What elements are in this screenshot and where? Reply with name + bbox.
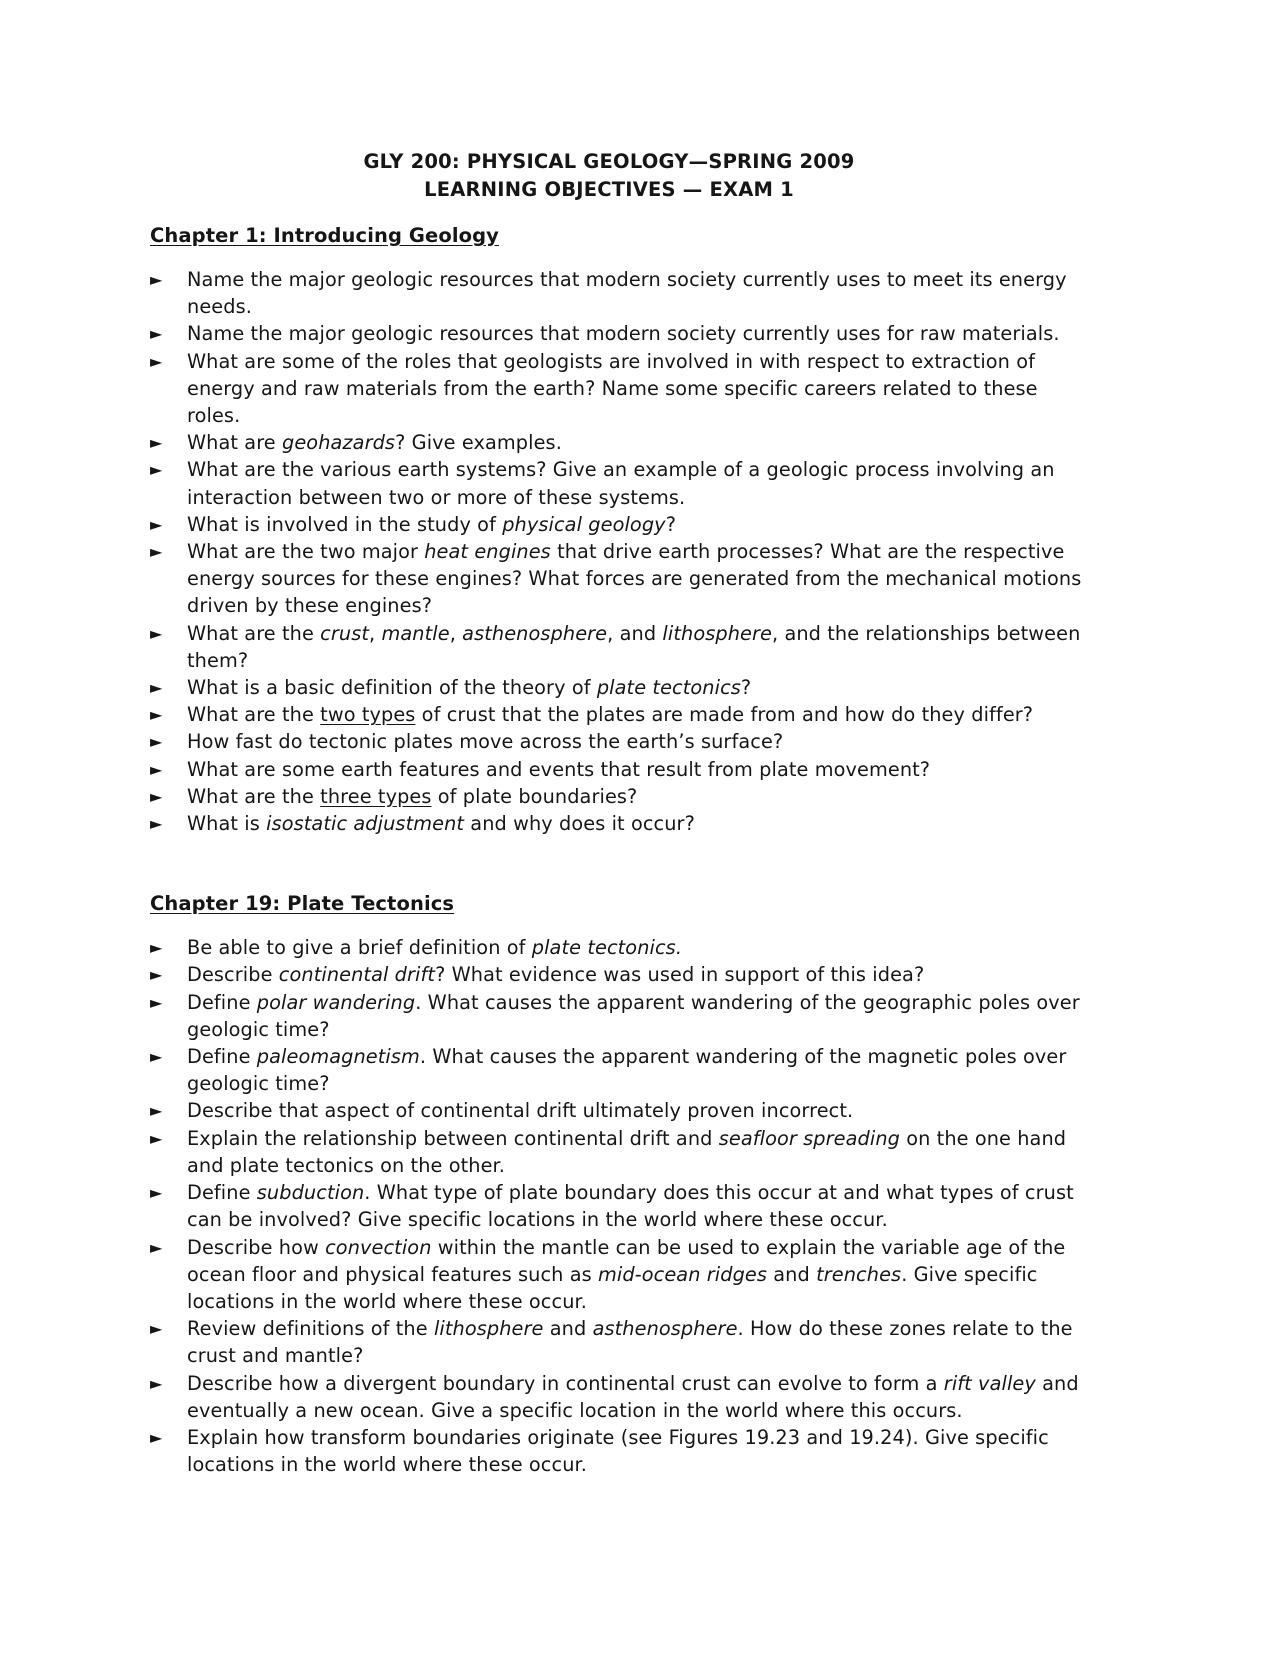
triangle-bullet-icon: ► xyxy=(150,759,163,779)
title-line-1: GLY 200: PHYSICAL GEOLOGY—SPRING 2009 xyxy=(363,150,855,173)
triangle-bullet-icon: ► xyxy=(150,1128,163,1148)
triangle-bullet-icon: ► xyxy=(150,514,163,534)
term-emphasis: heat engines xyxy=(424,540,551,564)
triangle-bullet-icon: ► xyxy=(150,351,163,371)
list-item: ► Name the major geologic resources that modern society currently uses for raw materials. xyxy=(150,320,1090,347)
list-item: ► What are some of the roles that geologists are involved in with respect to extraction of energy and raw materials from the earth? Name some specific careers related to these roles. xyxy=(150,349,1038,428)
triangle-bullet-icon: ► xyxy=(150,1101,163,1121)
triangle-bullet-icon: ► xyxy=(150,732,163,752)
chapter-1-objectives-list xyxy=(150,266,1090,837)
triangle-bullet-icon: ► xyxy=(150,1237,163,1257)
list-item: ► Describe that aspect of continental drift ultimately proven incorrect. xyxy=(150,1097,1090,1124)
list-item: ► Review definitions of the lithosphere and asthenosphere. How do these zones relate to the crust and mantle? xyxy=(150,1317,1073,1368)
list-item: ► Describe how a divergent boundary in continental crust can evolve to form a rift valley and eventually a new ocean. Give a specific location in the world where this occurs. xyxy=(150,1371,1079,1422)
term-emphasis: subduction xyxy=(256,1181,365,1205)
term-emphasis: polar wandering xyxy=(256,990,416,1014)
list-item: ► Describe how convection within the mantle can be used to explain the variable age of the ocean floor and physical features such as mid-ocean ridges and trenches. Give specific locations in the world where these occur. xyxy=(150,1235,1066,1313)
list-item: ► What are the three types of plate boundaries? xyxy=(150,783,1090,810)
term-emphasis: lithosphere xyxy=(433,1317,544,1341)
term-emphasis: geohazards xyxy=(282,431,396,455)
list-item: ► Be able to give a brief definition of plate tectonics. xyxy=(150,934,1090,961)
term-emphasis: mantle xyxy=(381,621,450,645)
triangle-bullet-icon: ► xyxy=(150,938,163,958)
triangle-bullet-icon: ► xyxy=(150,786,163,806)
chapter-1-heading: Chapter 1: Introducing Geology xyxy=(150,224,499,247)
list-item: ► Explain the relationship between continental drift and seafloor spreading on the one hand and plate tectonics on the other. xyxy=(150,1126,1067,1177)
triangle-bullet-icon: ► xyxy=(150,992,163,1012)
triangle-bullet-icon: ► xyxy=(150,678,163,698)
document-title xyxy=(150,148,1090,204)
term-emphasis: lithosphere xyxy=(662,621,772,645)
list-item: ► What are geohazards? Give examples. xyxy=(150,429,1090,456)
term-underline: two types xyxy=(320,703,416,727)
triangle-bullet-icon: ► xyxy=(150,270,163,289)
chapter-19-heading: Chapter 19: Plate Tectonics xyxy=(150,892,455,916)
list-item: ► Define paleomagnetism. What causes the apparent wandering of the magnetic poles over geologic time? xyxy=(150,1045,1067,1096)
triangle-bullet-icon: ► xyxy=(150,433,163,453)
triangle-bullet-icon: ► xyxy=(150,1319,163,1339)
list-item: ► Describe continental drift? What evidence was used in support of this idea? xyxy=(150,961,1090,988)
triangle-bullet-icon: ► xyxy=(150,324,163,344)
list-item: ► What is isostatic adjustment and why does it occur? xyxy=(150,810,1090,837)
chapter-19-objectives-list xyxy=(150,934,1090,1478)
term-emphasis: asthenosphere xyxy=(462,621,608,645)
list-item: ► What are the two major heat engines that drive earth processes? What are the respective energy sources for these engines? What forces are generated from the mechanical motions driven by these engines? xyxy=(150,540,1082,618)
term-emphasis: isostatic adjustment xyxy=(266,812,465,836)
list-item: ► Define subduction. What type of plate boundary does this occur at and what types of crust can be involved? Give specific locations in the world where these occur. xyxy=(150,1181,1074,1232)
term-emphasis: crust xyxy=(320,621,370,645)
term-emphasis: trenches xyxy=(816,1262,902,1286)
triangle-bullet-icon: ► xyxy=(150,542,163,562)
triangle-bullet-icon: ► xyxy=(150,1047,163,1067)
triangle-bullet-icon: ► xyxy=(150,1183,163,1203)
term-emphasis: plate tectonics xyxy=(596,676,741,700)
list-item: ► Name the major geologic resources that modern society currently uses to meet its energy needs. xyxy=(150,268,1067,319)
title-line-2: LEARNING OBJECTIVES — EXAM 1 xyxy=(424,178,794,201)
list-item: ► Define polar wandering. What causes the apparent wandering of the geographic poles over geologic time? xyxy=(150,990,1080,1041)
triangle-bullet-icon: ► xyxy=(150,965,163,985)
list-item: ► Explain how transform boundaries originate (see Figures 19.23 and 19.24). Give specific locations in the world where these occur. xyxy=(150,1425,1049,1477)
list-item: ► What is involved in the study of physical geology? xyxy=(150,511,1090,538)
term-emphasis: continental drift xyxy=(278,963,436,987)
term-emphasis: seafloor spreading xyxy=(718,1126,900,1150)
term-emphasis: convection xyxy=(325,1235,432,1259)
list-item: ► How fast do tectonic plates move across the earth’s surface? xyxy=(150,728,1090,755)
term-emphasis: physical geology xyxy=(502,512,666,536)
list-item: ► What is a basic definition of the theory of plate tectonics? xyxy=(150,674,1090,701)
triangle-bullet-icon: ► xyxy=(150,705,163,725)
term-underline: three types xyxy=(320,784,432,808)
triangle-bullet-icon: ► xyxy=(150,1427,163,1447)
term-emphasis: plate tectonics. xyxy=(531,936,683,960)
term-emphasis: mid-ocean ridges xyxy=(598,1262,768,1286)
term-emphasis: paleomagnetism xyxy=(256,1045,420,1069)
term-emphasis: rift valley xyxy=(943,1371,1036,1395)
list-item: ► What are the crust, mantle, asthenosphere, and lithosphere, and the relationships between them? xyxy=(150,621,1081,672)
list-item: ► What are the two types of crust that the plates are made from and how do they differ? xyxy=(150,701,1090,728)
triangle-bullet-icon: ► xyxy=(150,1373,163,1393)
triangle-bullet-icon: ► xyxy=(150,814,163,834)
term-emphasis: asthenosphere xyxy=(592,1317,738,1341)
triangle-bullet-icon: ► xyxy=(150,460,163,480)
list-item: ► What are some earth features and events that result from plate movement? xyxy=(150,756,1090,783)
list-item: ► What are the various earth systems? Give an example of a geologic process involving an interaction between two or more of these systems. xyxy=(150,458,1055,509)
triangle-bullet-icon: ► xyxy=(150,623,163,643)
